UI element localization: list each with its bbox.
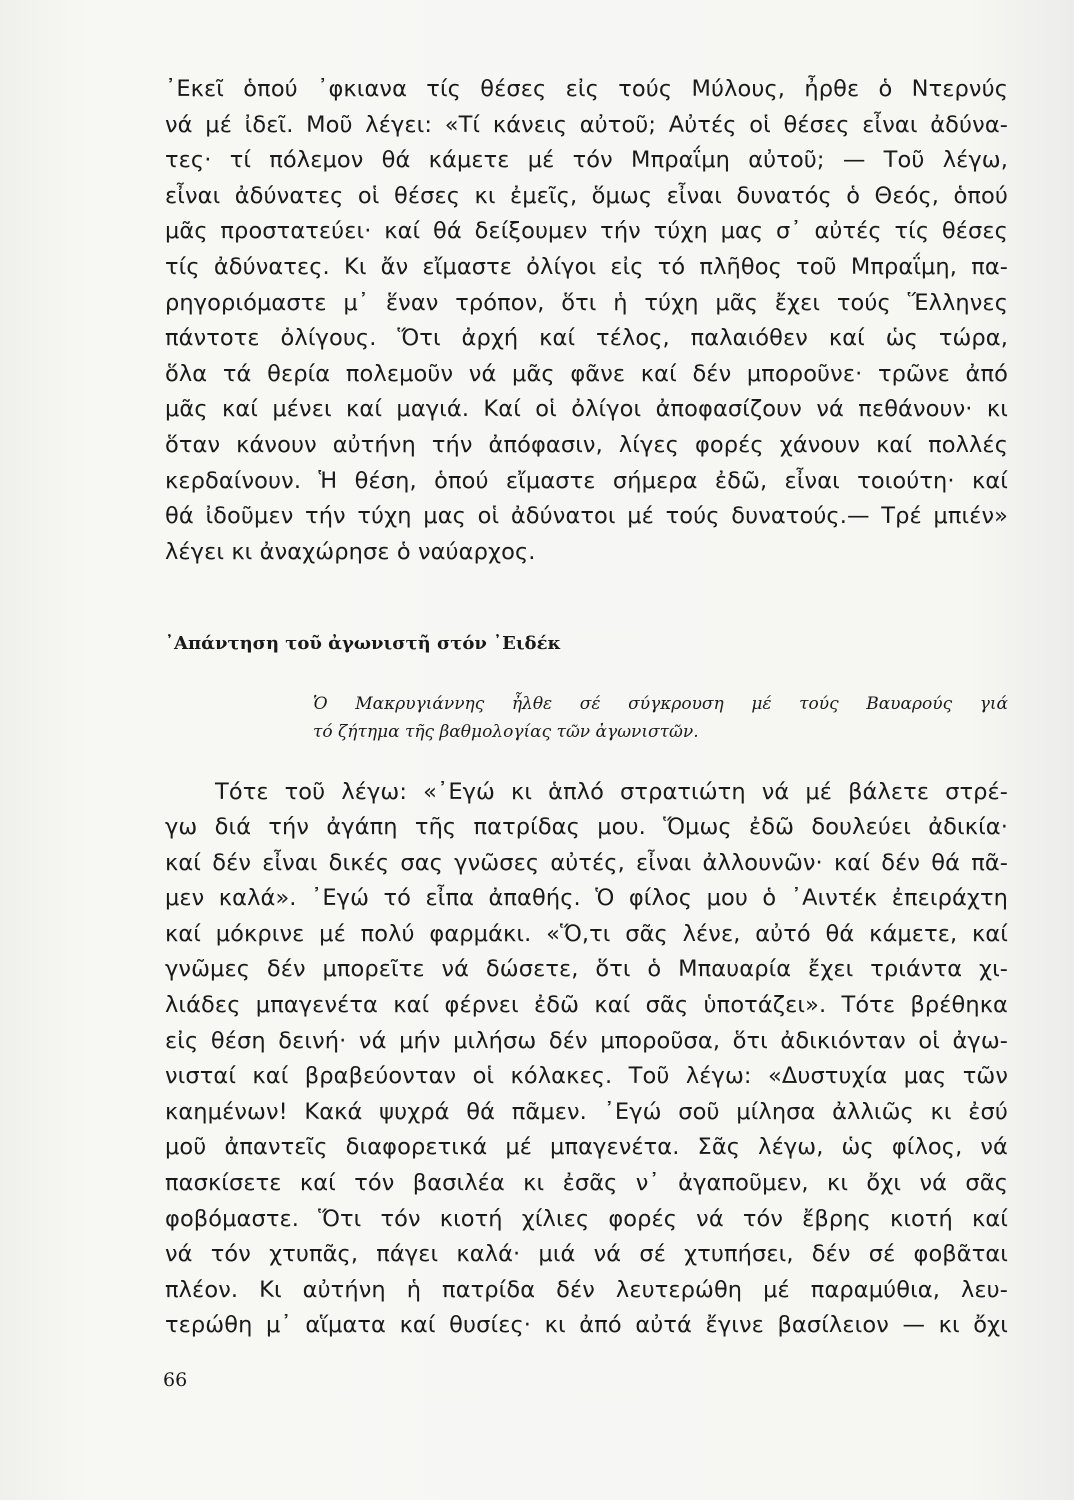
text-line: λιάδες μπαγενέτα καί φέρνει ἐδῶ καί σᾶς ὑποτάζει». Τότε βρέθηκα <box>165 991 1008 1018</box>
text-line: καί μόκρινε μέ πολύ φαρμάκι. «Ὅ,τι σᾶς λένε, αὐτό θά κάμετε, καί <box>165 920 1008 947</box>
page-number: 66 <box>163 1369 188 1391</box>
text-line: Τότε τοῦ λέγω: «᾿Εγώ κι ἁπλό στρατιώτη νά μέ βάλετε στρέ- <box>215 779 1008 805</box>
text-line: λέγει κι ἀναχώρησε ὁ ναύαρχος. <box>165 538 536 565</box>
text-line: πλέον. Κι αὐτήνη ἡ πατρίδα δέν λευτερώθη μέ παραμύθια, λευ- <box>165 1276 1008 1303</box>
text-line: φοβόμαστε. Ὅτι τόν κιοτή χίλιες φορές νά τόν ἔβρης κιοτή καί <box>165 1205 1008 1232</box>
text-line: γω διά τήν ἀγάπη τῆς πατρίδας μου. Ὅμως ἐδῶ δουλεύει ἀδικία· <box>165 814 1008 840</box>
text-line: κερδαίνουν. Ἡ θέση, ὁπού εἴμαστε σήμερα ἐδῶ, εἶναι τοιούτη· καί <box>165 467 1008 494</box>
section-summary <box>313 690 1008 746</box>
text-line: πασκίσετε καί τόν βασιλέα κι ἐσᾶς ν᾿ ἀγαποῦμεν, κι ὄχι νά σᾶς <box>165 1169 1008 1196</box>
text-line: πάντοτε ὀλίγους. Ὅτι ἀρχή καί τέλος, παλαιόθεν καί ὡς τώρα, <box>165 325 1008 352</box>
paragraph-1 <box>165 72 1008 570</box>
text-line: θά ἰδοῦμεν τήν τύχη μας οἱ ἀδύνατοι μέ τούς δυνατούς.— Τρέ μπιέν» <box>165 503 1008 530</box>
text-line: μοῦ ἀπαντεῖς διαφορετικά μέ μπαγενέτα. Σᾶς λέγω, ὡς φίλος, νά <box>165 1134 1008 1161</box>
text-line: ὅλα τά θερία πολεμοῦν νά μᾶς φᾶνε καί δέν μποροῦνε· τρῶνε ἀπό <box>165 360 1008 387</box>
text-line: μεν καλά». ᾿Εγώ τό εἶπα ἀπαθής. Ὁ φίλος μου ὁ ᾿Αιντέκ ἐπειράχτη <box>165 885 1008 912</box>
text-line: καημένων! Κακά ψυχρά θά πᾶμεν. ᾿Εγώ σοῦ μίλησα ἀλλιῶς κι ἐσύ <box>165 1098 1008 1125</box>
text-line: νά μέ ἰδεῖ. Μοῦ λέγει: «Τί κάνεις αὐτοῦ; Αὐτές οἱ θέσες εἶναι ἀδύνα- <box>165 111 1008 138</box>
text-line: ρηγοριόμαστε μ᾿ ἕναν τρόπον, ὅτι ἡ τύχη μᾶς ἔχει τούς Ἕλληνες <box>165 289 1008 316</box>
text-line: καί δέν εἶναι δικές σας γνῶσες αὐτές, εἶναι ἀλλουνῶν· καί δέν θά πᾶ- <box>165 849 1008 876</box>
section-heading: ᾿Απάντηση τοῦ ἀγωνιστῆ στόν ᾿Ειδέκ <box>165 633 561 654</box>
summary-line: Ὁ Μακρυγιάννης ἦλθε σέ σύγκρουση μέ τούς Βαυαρούς γιά <box>313 694 1008 714</box>
text-line: εἶναι ἀδύνατες οἱ θέσες κι ἐμεῖς, ὅμως εἶναι δυνατός ὁ Θεός, ὁπού <box>165 182 1008 209</box>
summary-line: τό ζήτημα τῆς βαθμολογίας τῶν ἀγωνιστῶν. <box>313 722 699 742</box>
text-line: ᾿Εκεῖ ὁπού ᾿φκιανα τίς θέσες εἰς τούς Μύλους, ἦρθε ὁ Ντερνύς <box>165 76 1008 102</box>
text-line: μᾶς προστατεύει· καί θά δείξουμεν τήν τύχη μας σ᾿ αὐτές τίς θέσες <box>165 218 1008 245</box>
paragraph-2 <box>165 810 1008 1344</box>
text-line: ὅταν κάνουν αὐτήνη τήν ἀπόφασιν, λίγες φορές χάνουν καί πολλές <box>165 431 1008 458</box>
text-line: τίς ἀδύνατες. Κι ἄν εἴμαστε ὀλίγοι εἰς τό πλῆθος τοῦ Μπραΐμη, πα- <box>165 253 1008 280</box>
text-line: μᾶς καί μένει καί μαγιά. Καί οἱ ὀλίγοι ἀποφασίζουν νά πεθάνουν· κι <box>165 396 1008 423</box>
text-line: νισταί καί βραβεύονταν οἱ κόλακες. Τοῦ λέγω: «Δυστυχία μας τῶν <box>165 1063 1008 1090</box>
text-line: νά τόν χτυπᾶς, πάγει καλά· μιά νά σέ χτυπήσει, δέν σέ φοβᾶται <box>165 1241 1008 1268</box>
paragraph-2-first-line <box>215 775 1008 811</box>
text-line: τερώθη μ᾿ αἵματα καί θυσίες· κι ἀπό αὐτά ἔγινε βασίλειον — κι ὄχι <box>165 1312 1008 1339</box>
text-line: γνῶμες δέν μπορεῖτε νά δώσετε, ὅτι ὁ Μπαυαρία ἔχει τριάντα χι- <box>165 956 1008 983</box>
text-line: εἰς θέση δεινή· νά μήν μιλήσω δέν μποροῦσα, ὅτι ἀδικιόνταν οἱ ἀγω- <box>165 1027 1008 1054</box>
text-line: τες· τί πόλεμον θά κάμετε μέ τόν Μπραΐμη αὐτοῦ; — Τοῦ λέγω, <box>165 147 1008 174</box>
